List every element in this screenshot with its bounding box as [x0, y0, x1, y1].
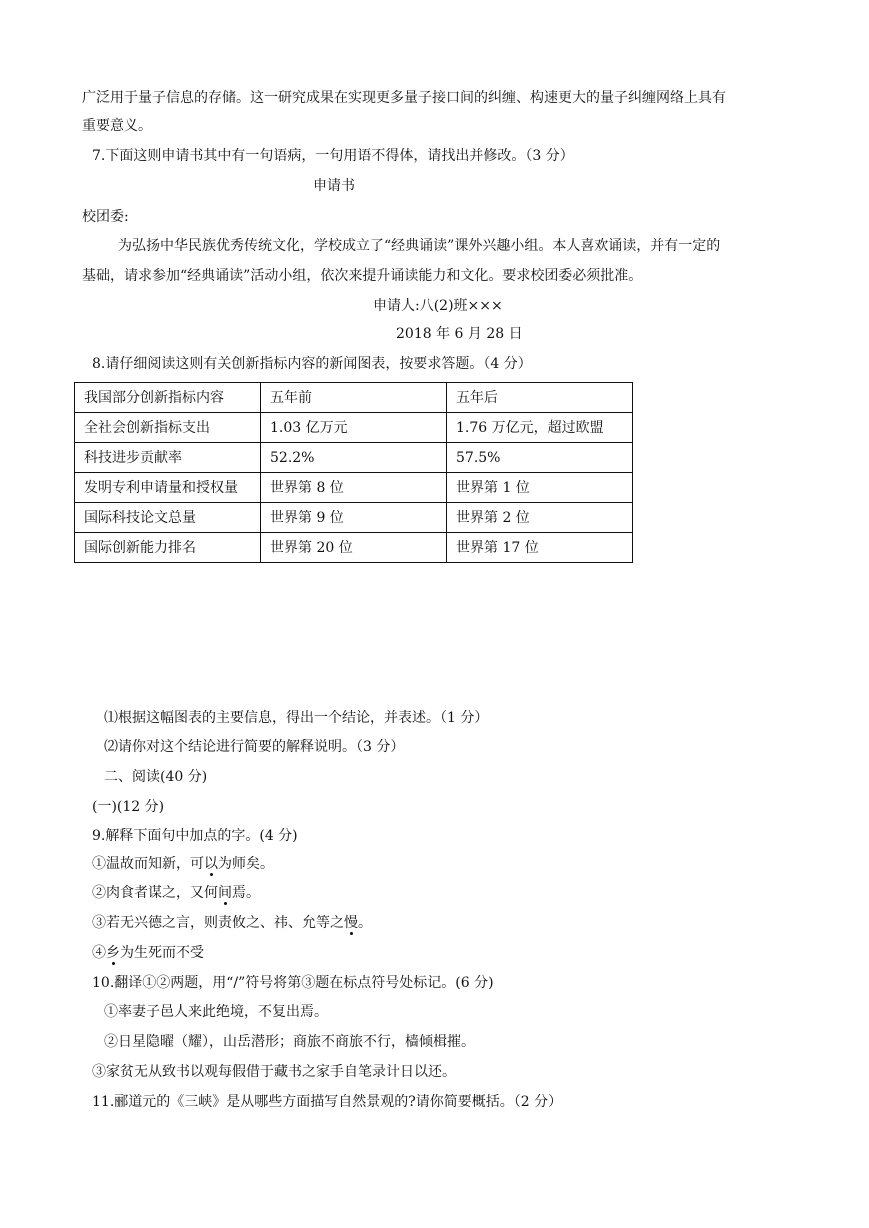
item-text: ②肉食者谋之，又何: [92, 885, 218, 901]
table-cell: 发明专利申请量和授权量: [75, 473, 261, 503]
letter-salutation: 校团委:: [82, 209, 129, 225]
question-10-item-2: ②日星隐曜（耀），山岳潜形；商旅不商旅不行，樯倾楫摧。: [104, 1034, 475, 1050]
dotted-char: 以: [204, 856, 218, 872]
table-row: [75, 533, 633, 563]
table-cell: 52.2%: [261, 443, 447, 473]
table-cell: 国际创新能力排名: [75, 533, 261, 563]
table-cell: 全社会创新指标支出: [75, 413, 261, 443]
table-cell: 1.76 万亿元，超过欧盟: [447, 413, 633, 443]
question-9-item-3: [92, 913, 372, 933]
question-10-prompt: 10.翻译①②两题，用“/”符号将第③题在标点符号处标记。(6 分): [92, 975, 494, 991]
table-header-cell: 五年后: [447, 383, 633, 413]
table-cell: 世界第 8 位: [261, 473, 447, 503]
table-cell: 国际科技论文总量: [75, 503, 261, 533]
table-cell: 世界第 2 位: [447, 503, 633, 533]
letter-date: 2018 年 6 月 28 日: [396, 326, 523, 342]
table-cell: 世界第 17 位: [447, 533, 633, 563]
item-text: ①温故而知新，可: [92, 856, 204, 872]
table-header-cell: 我国部分创新指标内容: [75, 383, 261, 413]
item-text: 。: [358, 915, 372, 931]
item-text: 为师矣。: [218, 856, 274, 872]
letter-body-line-1: 为弘扬中华民族优秀传统文化，学校成立了“经典诵读”课外兴趣小组。本人喜欢诵读，并有一定的: [118, 238, 721, 254]
section-2-part-1: (一)(12 分): [92, 799, 165, 815]
table-cell: 世界第 1 位: [447, 473, 633, 503]
item-text: ③若无兴德之言，则责攸之、祎、允等之: [92, 915, 344, 931]
question-9-item-1: [92, 854, 274, 874]
table-cell: 57.5%: [447, 443, 633, 473]
question-9-prompt: 9.解释下面句中加点的字。(4 分): [92, 828, 298, 844]
table-row: [75, 473, 633, 503]
table-header-cell: 五年前: [261, 383, 447, 413]
question-9-item-4: [92, 943, 204, 963]
item-text: 焉。: [232, 885, 260, 901]
question-11-prompt: 11.郦道元的《三峡》是从哪些方面描写自然景观的?请你简要概括。（2 分）: [92, 1094, 563, 1110]
letter-body-line-2: 基础，请求参加“经典诵读”活动小组，依次来提升诵读能力和文化。要求校团委必须批准。: [82, 268, 643, 284]
item-text: ④: [92, 945, 106, 961]
letter-signature: 申请人:八(2)班×××: [373, 298, 503, 314]
question-10-item-1: ①率妻子邑人来此绝境，不复出焉。: [104, 1004, 328, 1020]
innovation-indicators-table: [74, 382, 633, 563]
question-8-prompt: 8.请仔细阅读这则有关创新指标内容的新闻图表，按要求答题。（4 分）: [92, 356, 532, 372]
item-text: 为生死而不受: [120, 945, 204, 961]
intro-line-2: 重要意义。: [82, 118, 152, 134]
question-8-sub-1: ⑴根据这幅图表的主要信息，得出一个结论，并表述。（1 分）: [104, 710, 489, 726]
table-header-row: [75, 383, 633, 413]
question-10-item-3: ③家贫无从致书以观每假借于藏书之家手自笔录计日以还。: [92, 1064, 456, 1080]
table-row: [75, 443, 633, 473]
question-8-sub-2: ⑵请你对这个结论进行简要的解释说明。（3 分）: [104, 739, 405, 755]
table-cell: 世界第 9 位: [261, 503, 447, 533]
letter-title: 申请书: [313, 178, 355, 194]
table-row: [75, 503, 633, 533]
question-7-prompt: 7.下面这则申请书其中有一句语病，一句用语不得体，请找出并修改。（3 分）: [92, 148, 574, 164]
dotted-char: 乡: [106, 945, 120, 961]
section-2-title: 二、阅读(40 分): [104, 769, 208, 785]
table-cell: 科技进步贡献率: [75, 443, 261, 473]
table-cell: 1.03 亿万元: [261, 413, 447, 443]
question-9-item-2: [92, 883, 260, 903]
intro-line-1: 广泛用于量子信息的存储。这一研究成果在实现更多量子接口间的纠缠、构速更大的量子纠缠网络上具有: [82, 90, 726, 106]
table-cell: 世界第 20 位: [261, 533, 447, 563]
dotted-char: 间: [218, 885, 232, 901]
table-row: [75, 413, 633, 443]
dotted-char: 慢: [344, 915, 358, 931]
